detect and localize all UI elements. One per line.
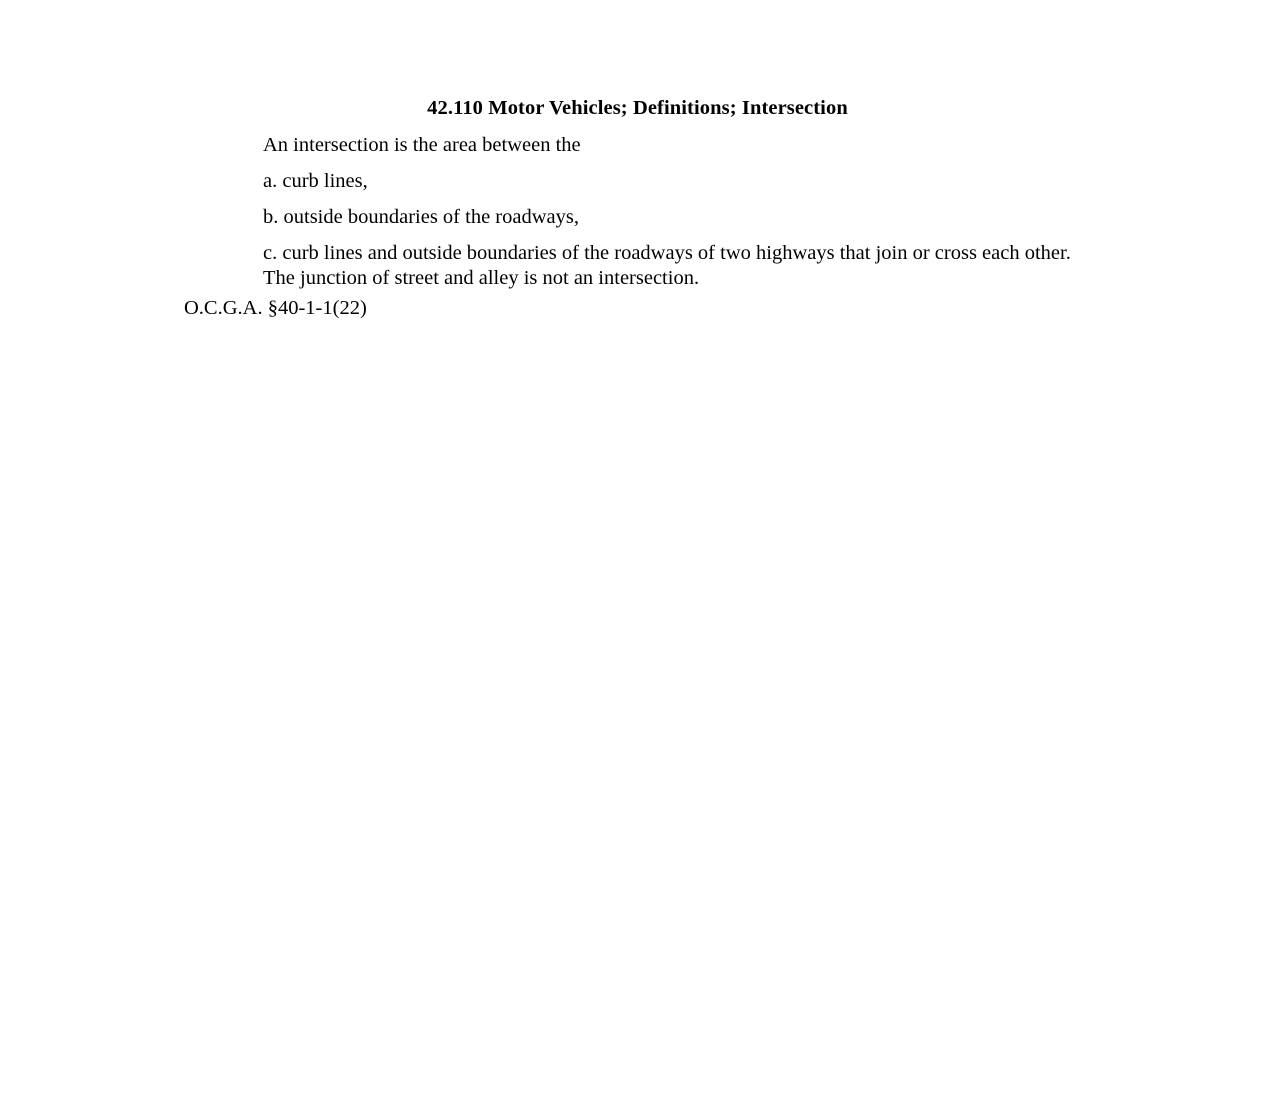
- paragraph-intro: An intersection is the area between the: [263, 134, 581, 156]
- list-item-c: c. curb lines and outside boundaries of the roadways of two highways that join or cross each other. The junction of street and alley is not an intersection.: [263, 242, 1071, 289]
- page-title: 42.110 Motor Vehicles; Definitions; Intersection: [427, 97, 848, 119]
- legal-citation: O.C.G.A. §40-1-1(22): [184, 297, 367, 319]
- list-item-b: b. outside boundaries of the roadways,: [263, 206, 579, 228]
- list-item-a: a. curb lines,: [263, 170, 368, 192]
